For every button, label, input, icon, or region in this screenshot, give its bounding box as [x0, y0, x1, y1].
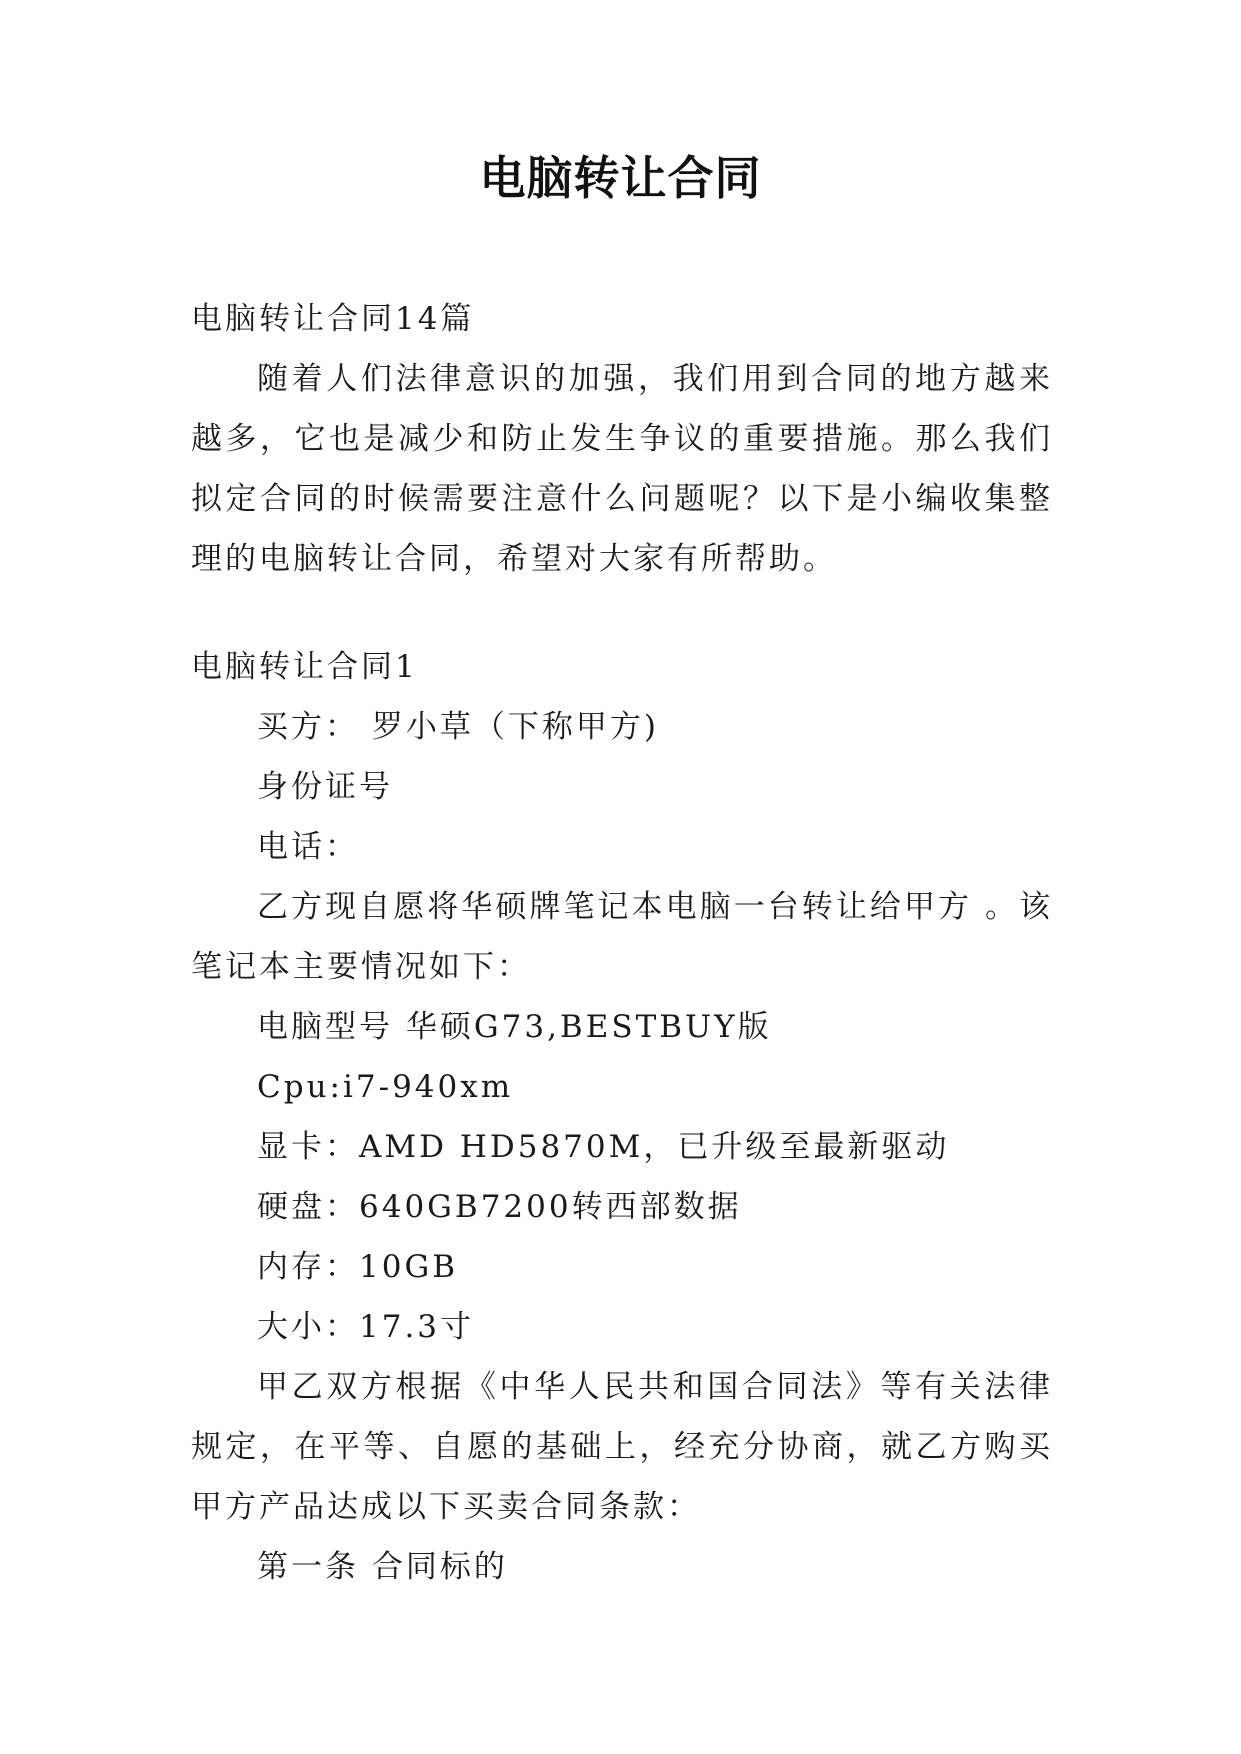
spec-model: 电脑型号 华硕G73,BESTBUY版 [257, 1009, 772, 1045]
spec-memory: 内存：10GB [257, 1249, 458, 1285]
collection-heading: 电脑转让合同14篇 [191, 301, 475, 337]
document-body [191, 289, 1053, 1597]
phone-line: 电话： [257, 829, 359, 865]
document-title: 电脑转让合同 [479, 151, 762, 205]
id-number-line: 身份证号 [257, 769, 393, 805]
spec-disk: 硬盘：640GB7200转西部数据 [257, 1189, 742, 1225]
spec-gpu: 显卡：AMD HD5870M，已升级至最新驱动 [257, 1129, 950, 1165]
article-one-heading: 第一条 合同标的 [257, 1549, 508, 1585]
buyer-line: 买方： 罗小草（下称甲方) [257, 709, 659, 745]
spec-cpu: Cpu:i7-940xm [257, 1069, 514, 1105]
contract-heading: 电脑转让合同1 [191, 649, 418, 685]
intro-paragraph: 随着人们法律意识的加强，我们用到合同的地方越来越多，它也是减少和防止发生争议的重要措施。那么我们拟定合同的时候需要注意什么问题呢？以下是小编收集整理的电脑转让合同，希望对大家有所帮助。 [191, 361, 1053, 577]
spec-size: 大小：17.3寸 [257, 1309, 475, 1345]
paragraph-spacer [191, 589, 1053, 637]
agreement-paragraph: 甲乙双方根据《中华人民共和国合同法》等有关法律规定，在平等、自愿的基础上，经充分协商，就乙方购买甲方产品达成以下买卖合同条款： [191, 1369, 1053, 1525]
transfer-statement: 乙方现自愿将华硕牌笔记本电脑一台转让给甲方 。该笔记本主要情况如下： [191, 889, 1053, 985]
